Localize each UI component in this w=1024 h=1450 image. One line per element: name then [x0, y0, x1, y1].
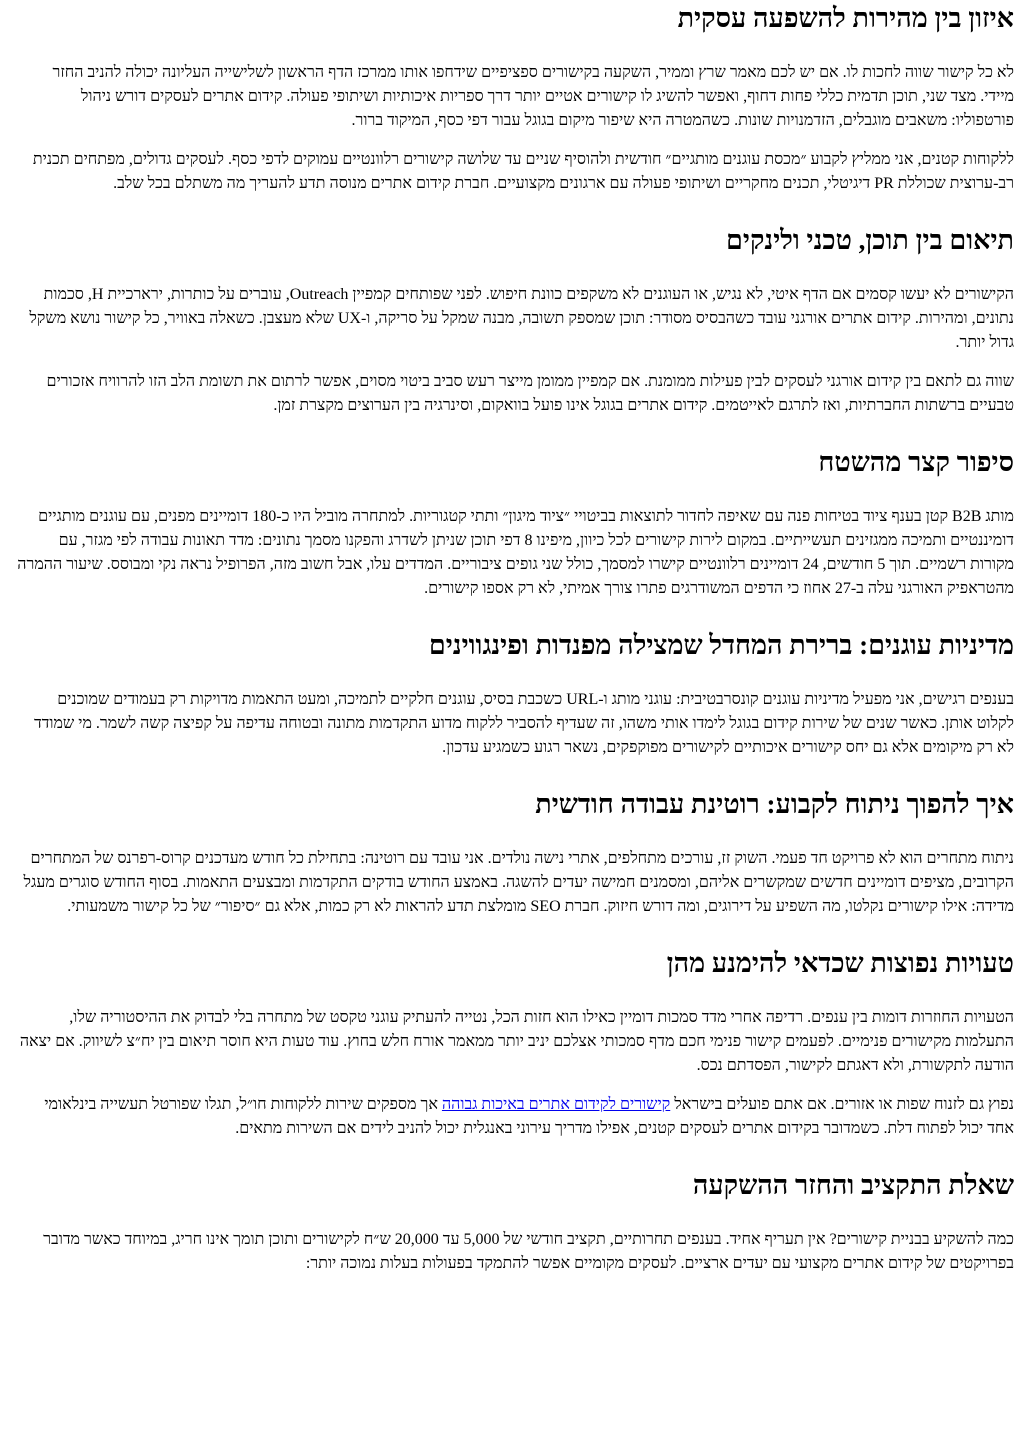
section-heading: תיאום בין תוכן, טכני ולינקים — [726, 225, 1014, 255]
section-heading: שאלת התקציב והחזר ההשקעה — [692, 1170, 1014, 1200]
section-monthly-routine — [16, 788, 1014, 919]
article — [0, 2, 1024, 1276]
section-heading: איזון בין מהירות להשפעה עסקית — [677, 3, 1014, 33]
section-common-mistakes — [16, 947, 1014, 1141]
section-heading: טעויות נפוצות שכדאי להימנע מהן — [666, 948, 1014, 978]
paragraph-with-link — [16, 1093, 1014, 1141]
paragraph: שווה גם לתאם בין קידום אורגני לעסקים לבין פעילות ממומנת. אם קמפיין ממומן מייצר רעש סביב ביטוי מסוים, אפשר לרתום את תשומת הלב הזו להרוויח אזכורים טבעיים ברשתות החברתיות, ואז לתרגם לאייטמים. קידום אתרים בגוגל אינו פועל בוואקום, וסינרגיה בין הערוצים מקצרת זמן. — [46, 373, 1014, 414]
paragraph: הטעויות החוזרות דומות בין ענפים. רדיפה אחרי מדד סמכות דומיין כאילו הוא חזות הכל, נטייה להעתיק עוגני טקסט של מתחרה בלי לבדוק את ההיסטוריה שלו, התעלמות מקישורים פנימיים. לפעמים קישור פנימי חכם מדף סמכותי אצלכם יניב יותר ממאמר אורח חלש בחוץ. עוד טעות היא חוסר תיאום בין יח״צ לשיווק. אם יצאה הודעה לתקשורת, ולא דאגתם לקישור, הפסדתם נכס. — [19, 1009, 1014, 1074]
paragraph-text: אך מספקים שירות ללקוחות חו״ל, תגלו שפורטל תעשייה בינלאומי אחד יכול לפתוח דלת. כשמדובר בקידום אתרים לעסקים קטנים, אפילו מדריך עירוני באנגלית יכול להניב לידים אם השירות מתאים. — [44, 1096, 1014, 1137]
section-content-tech-links — [16, 224, 1014, 418]
paragraph: ניתוח מתחרים הוא לא פרויקט חד פעמי. השוק זז, עורכים מתחלפים, אתרי נישה נולדים. אני עובד עם רוטינה: בתחילת כל חודש מעדכנים קרוס-רפרנס של המתחרים הקרובים, מציפים דומיינים חדשים שמקשרים אליהם, ומסמנים חמישה יעדים להשגה. באמצע החודש בודקים התקדמות ומבצעים התאמות. בסוף החודש סוגרים מעגל מדידה: אילו קישורים נקלטו, מה השפיע על דירוגים, ומה דורש חיזוק. חברת SEO מומלצת תדע להראות לא רק כמות, אלא גם ״סיפור״ של כל קישור משמעותי. — [23, 850, 1014, 915]
section-heading: מדיניות עוגנים: ברירת המחדל שמצילה מפנדות ופינגווינים — [428, 630, 1014, 660]
paragraph: מותג B2B קטן בענף ציוד בטיחות פנה עם שאיפה לחדור לתוצאות בביטויי ״ציוד מיגון״ ותתי קטגוריות. למתחרה מוביל היו כ-180 דומיינים מפנים, עם עוגנים מותגיים דומיננטיים ותמיכה ממגזינים תעשייתיים. במקום לירות קישורים לכל כיוון, מיפינו 8 דפי תוכן שניתן לשדרג והפקנו מסמך נתונים: מדד תאונות עבודה לפי מגזר, עם מקורות רשמיים. תוך 5 חודשים, 24 דומיינים רלוונטיים קישרו למסמך, כולל שני גופים ציבוריים. המדדים עלו, אבל חשוב מזה, הפרופיל נראה נקי ומבוסס. שיעור ההמרה מהטראפיק האורגני עלה ב-27 אחוז כי הדפים המשודרגים פתרו צורך אמיתי, לא רק אספו קישורים. — [17, 508, 1014, 597]
paragraph: כמה להשקיע בבניית קישורים? אין תעריף אחיד. בענפים תחרותיים, תקציב חודשי של 5,000 עד 20,000 ש״ח לקישורים ותוכן תומך אינו חריג, במיוחד כאשר מדובר בפרויקטים של קידום אתרים מקצועי עם יעדים ארציים. לעסקים מקומיים אפשר להתמקד בפעולות בעלות נמוכה יותר: — [43, 1231, 1014, 1272]
section-budget-roi — [16, 1169, 1014, 1276]
section-anchor-policy — [16, 629, 1014, 760]
section-heading: סיפור קצר מהשטח — [818, 447, 1014, 477]
paragraph: לא כל קישור שווה לחכות לו. אם יש לכם מאמר שרץ וממיר, השקעה בקישורים ספציפיים שידחפו אותו ממרכז הדף הראשון לשלישייה העליונה יכולה להניב החזר מיידי. מצד שני, תוכן תדמית כללי פחות דחוף, ואפשר להשיג לו קישורים אטיים יותר דרך ספריות איכותיות ושיתופי פעולה. קידום אתרים לעסקים דורש ניהול פורטפוליו: משאבים מוגבלים, הזדמנויות שונות. כשהמטרה היא שיפור מיקום בגוגל עבור דפי כסף, המיקוד ברור. — [52, 64, 1014, 129]
paragraph: הקישורים לא יעשו קסמים אם הדף איטי, לא נגיש, או העוגנים לא משקפים כוונת חיפוש. לפני שפותחים קמפיין Outreach, עוברים על כותרות, ירארכיית H, סכמות נתונים, ומהירות. קידום אתרים אורגני עובד כשהבסיס מסודר: תוכן שמספק תשובה, מבנה שמקל על סריקה, ו-UX שלא מעצבן. כשאלה באוויר, כל קישור נושא משקל גדול יותר. — [29, 286, 1014, 351]
section-heading: איך להפוך ניתוח לקבוע: רוטינת עבודה חודשית — [535, 789, 1014, 819]
quality-links-link[interactable]: קישורים לקידום אתרים באיכות גבוהה — [441, 1096, 671, 1113]
paragraph-text: נפוץ גם לזנוח שפות או אזורים. אם אתם פועלים בישראל — [670, 1096, 1014, 1113]
paragraph: ללקוחות קטנים, אני ממליץ לקבוע ״מכסת עוגנים מותגיים״ חודשית ולהוסיף שניים עד שלושה קישורים רלוונטיים עמוקים לדפי כסף. לעסקים גדולים, מפתחים תכנית רב-ערוצית שכוללת PR דיגיטלי, תכנים מחקריים ושיתופי פעולה עם ארגונים מקצועיים. חברת קידום אתרים מנוסה תדע להעריך מה משתלם בכל שלב. — [32, 151, 1014, 192]
paragraph: בענפים רגישים, אני מפעיל מדיניות עוגנים קונסרבטיבית: עוגני מותג ו-URL כשכבת בסיס, עוגנים חלקיים לתמיכה, ומעט התאמות מדויקות רק בעמודים שמוכנים לקלוט אותן. כאשר שנים של שירות קידום בגוגל לימדו אותי משהו, זה שעדיף להסביר ללקוח מדוע התקדמות מתונה ובטוחה עדיפה על קפיצה קשה לשמר. מי שמודד לא רק מיקומים אלא גם יחס קישורים איכותיים לקישורים מפוקפקים, נשאר רגוע כשמגיע עדכון. — [33, 691, 1014, 756]
section-speed-vs-impact — [16, 2, 1014, 196]
section-field-story — [16, 446, 1014, 601]
